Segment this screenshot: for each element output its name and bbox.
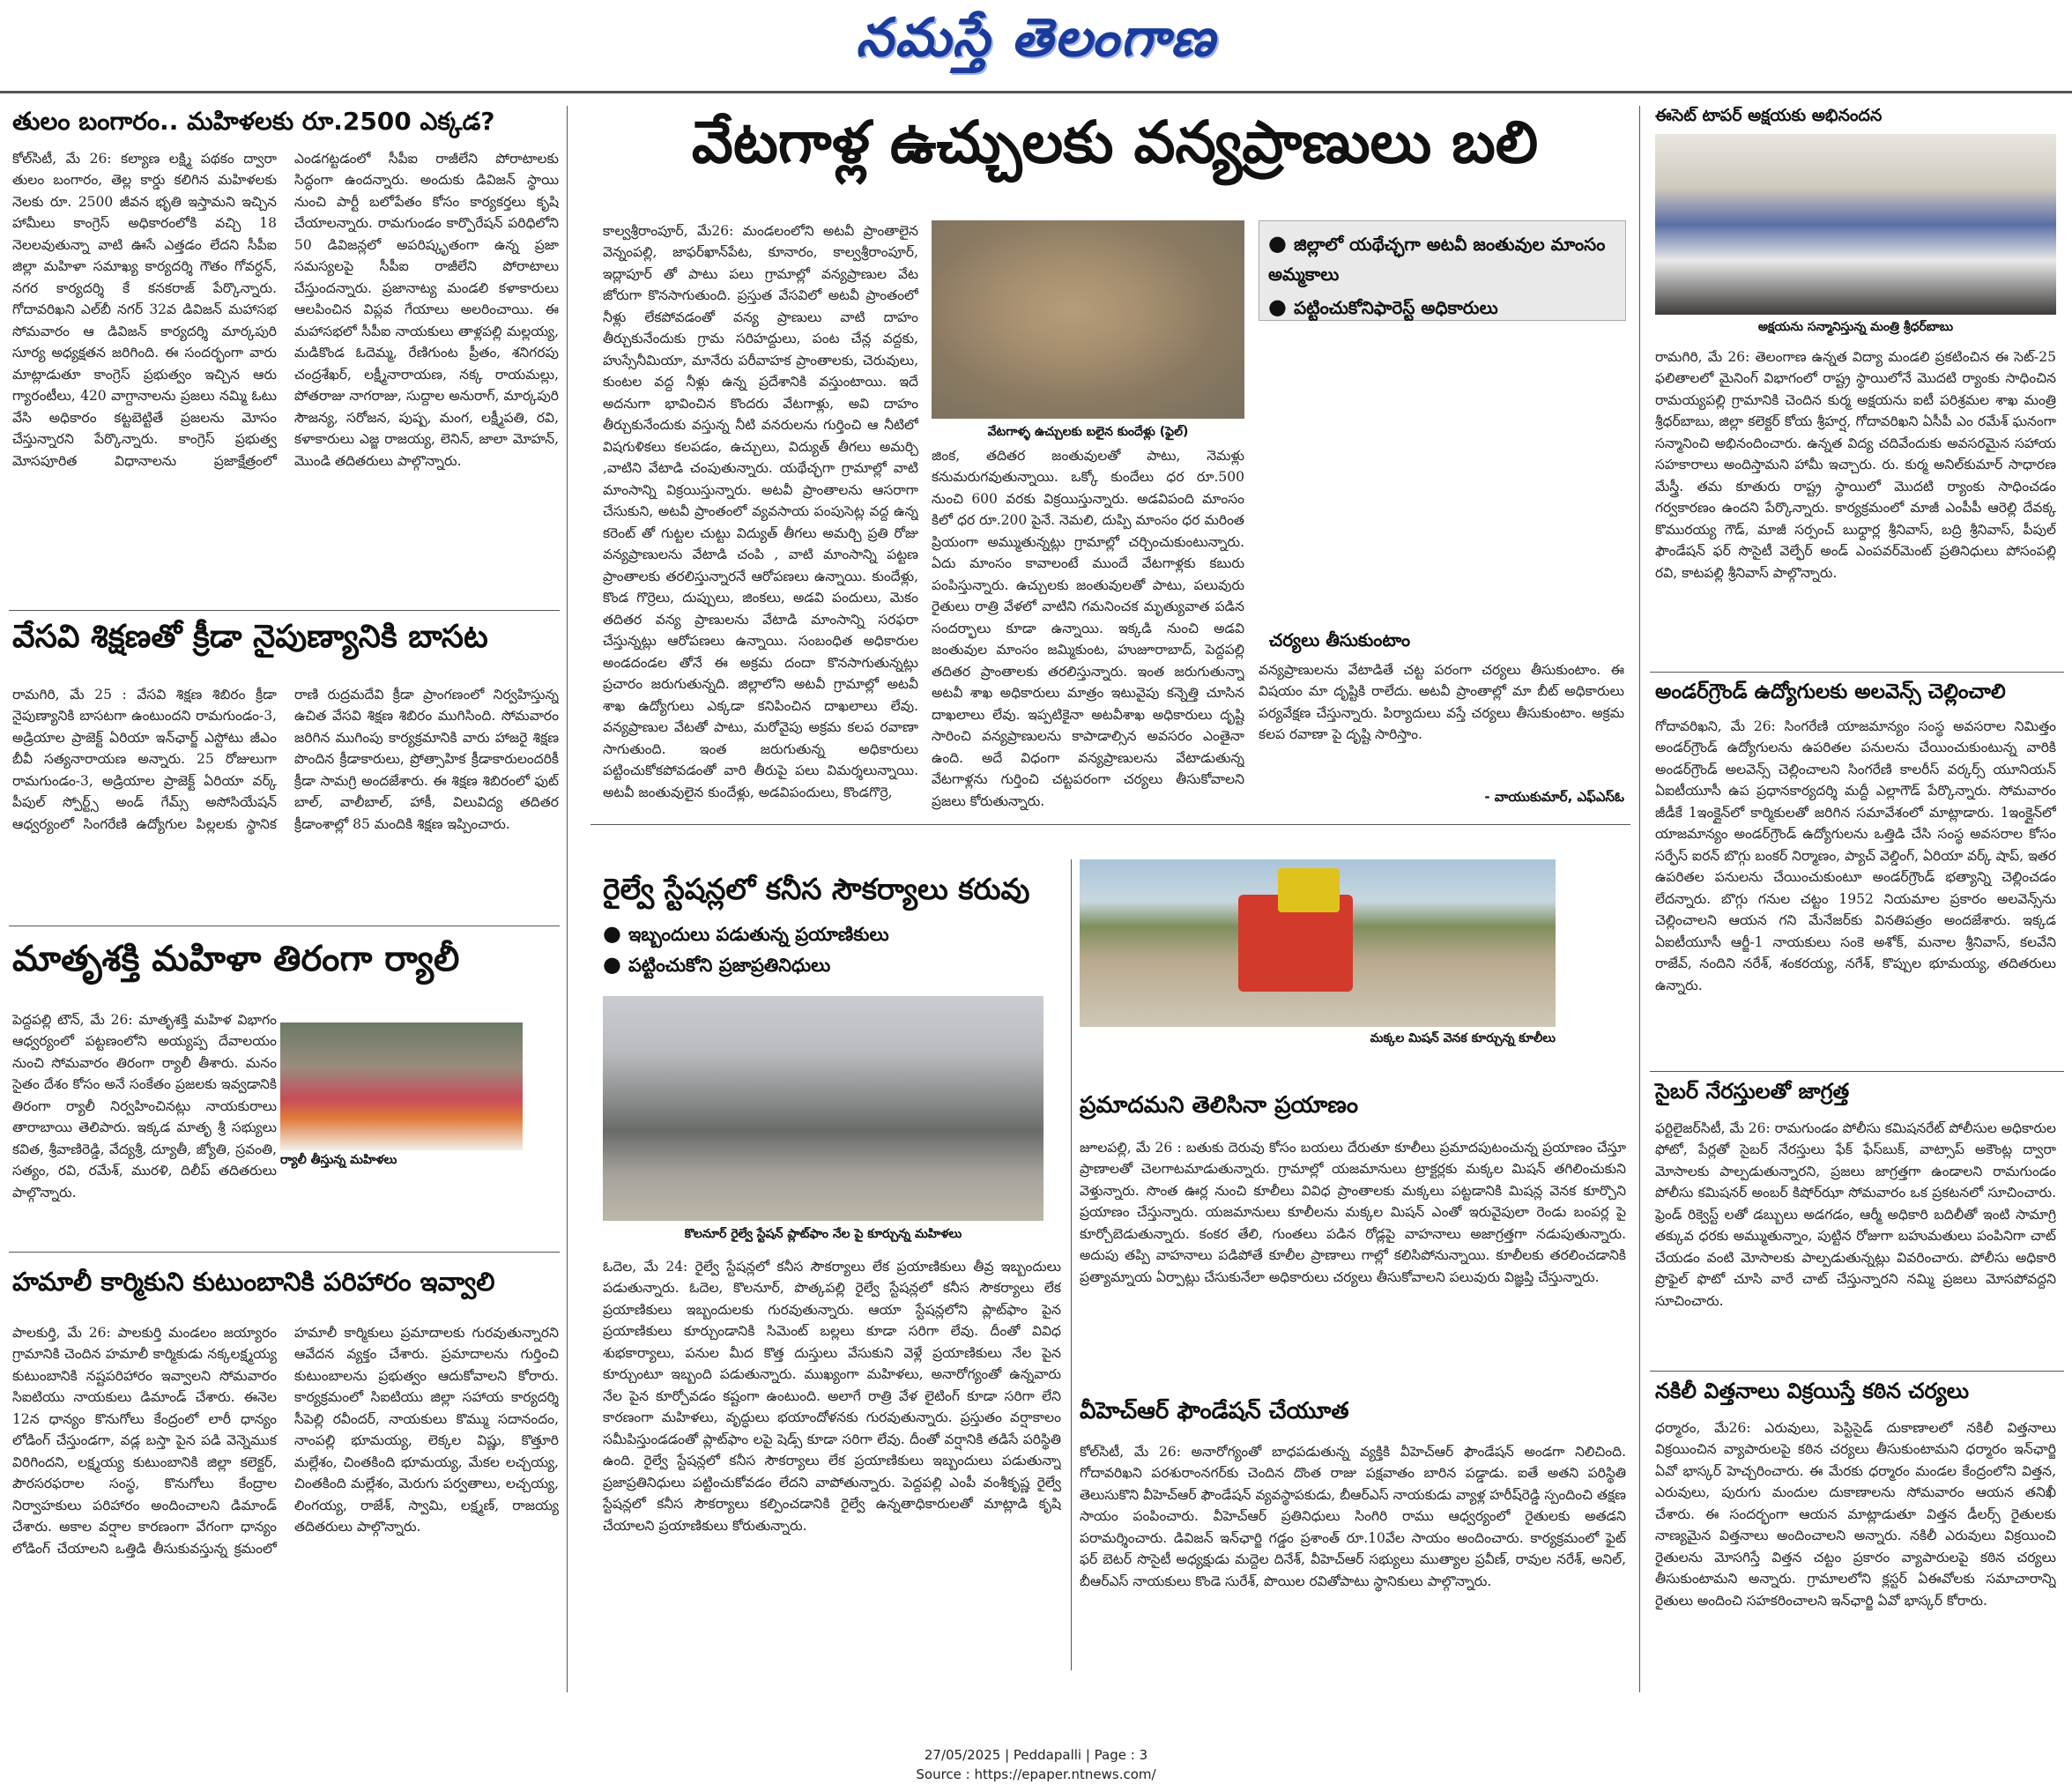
column-divider-left: [567, 106, 568, 1692]
article-journey: జూలపల్లి, మే 26 : బతుకు దెరువు కోసం బయలు దేరుతూ కూలీలు ప్రమాదపుటంచున్న ప్రయాణం చేస్తూ ప్రాణాలతో చెలగాటమాడుతున్నారు. గ్రామాల్లో యజమానులు ట్రాక్టర్లకు మక్కల మిషన్ తగిలించుకుని వెళ్తున్నారు. సొంత ఊర్ల నుంచి కూలీలు వివిధ ప్రాంతాలకు మక్కలు పట్టడానికి మిషన్ల వెనక కూర్చొని ప్రయాణం చేస్తున్నారు. యజమానులు కూలీలను మక్కల మిషన్ ఎంతో ఇరువైపులా రెండు బంపర్ల పై కూర్చోబెడుతున్నారు. కంకర తేలి, గుంతలు పడిన రోడ్లపై వాహనాలు అజాగ్రత్తగా నడుపుతున్నారు. అదుపు తప్పి వాహనాలు పడిపోతే కూలీల ప్రాణాలు గాల్లో కలిసిపోనున్నాయి. కూలీలకు తరలించడానికి ప్రత్యామ్నాయ ఏర్పాట్లు చేసుకునేలా అధికారులు చర్యలు తీసుకోవాలని పలువురు విజ్ఞప్తి చేస్తున్నారు.: [1080, 1140, 1626, 1285]
divider: [590, 824, 1630, 825]
headline-vhr-foundation: వీహెచ్‌ఆర్ ఫౌండేషన్ చేయూత: [1080, 1398, 1349, 1424]
footer-date-line: 27/05/2025 | Peddapalli | Page : 3: [924, 1747, 1148, 1763]
headline-cyber-crime: సైబర్ నేరస్తులతో జాగ్రత్త: [1655, 1079, 1850, 1104]
headline-underground-allowance: అండర్‌గ్రౌండ్ ఉద్యోగులకు అలవెన్స్ చెల్లించాలి: [1655, 680, 2006, 703]
article-cyber-crime: ఫర్టిలైజర్‌సిటీ, మే 26: రామగుండం పోలీసు కమిషనరేట్ పోలీసుల అధికారుల ఫోటో, పేర్లతో సైబర్ నేరస్తులు ఫేక్ ఫేస్‌బుక్, వాట్సాప్ అకౌంట్ల ద్వారా మోసాలకు పాల్పడుతున్నారని, ప్రజలు జాగ్రత్తగా ఉండాలని రామగుండం పోలీసు కమిషనర్ అంబర్ కిషోర్‌ఝా సోమవారం ఒక ప్రకటనలో సూచించారు. ఫ్రెండ్ రిక్వెస్ట్ లతో డబ్బులు అడగడం, ఆర్మీ అధికారి బదిలీతో ఇంటి సామాగ్రి తక్కువ ధరకు అమ్ముతున్నాం, పుట్టిన రోజుగా బహుమతులు పంపినిగా చాట్ చేయడం వంటి మోసాలకు పాల్పడుతున్నట్లు వివరించారు. పోలీసు అధికారి ప్రొఫైల్ ఫొటో చూసి వారే చాట్ చేస్తున్నారని నమ్మి ప్రజలు మోసపోవద్దని సూచించారు.: [1655, 1120, 2056, 1309]
article-gold-scheme: కోల్‌సిటీ, మే 26: కల్యాణ లక్ష్మి పథకం ద్వారా తులం బంగారం, తెల్ల కార్డు కలిగిన మహిళలకు నెలకు రూ. 2500 జీవన భృతి ఇస్తామని ఇచ్చిన హామీలు కాంగ్రెస్ అధికారంలోకి వచ్చి 18 నెలలవుతున్నా వాటి ఊసే ఎత్తడం లేదని సీపీఐ జిల్లా మహిళా సమాఖ్య కార్యదర్శి గౌతం గోవర్ధన్, నగర కార్యదర్శి కే కనకరాజ్ పేర్కొన్నారు. గోదావరిఖని ఎల్‌బీ నగర్ 32వ డివిజన్ మహాసభ సోమవారం ఆ డివిజన్ కార్యదర్శి మార్కపురి సూర్య అధ్యక్షతన జరిగింది. ఈ సందర్భంగా వారు మాట్లాడుతూ కాంగ్రెస్ ప్రభుత్వం ఇచ్చిన ఆరు గ్యారంటీలు, 420 వాగ్దానాలను ప్రజలు నమ్మి ఓటు వేసి అధికారం కట్టబెట్టితే ప్రజలను మోసం చేస్తున్నారని పేర్కొన్నారు. కాంగ్రెస్ ప్రభుత్వ మోసపూరిత విధానాలను ప్రజాక్షేత్రంలో ఎండగట్టడంలో సీపీఐ రాజీలేని పోరాటాలకు సిద్ధంగా ఉందన్నారు. అందుకు డివిజన్ స్థాయి నుంచి పార్టీ బలోపేతం కోసం కార్యకర్తలు కృషి చేయాలన్నారు. రామగుండం కార్పొరేషన్ పరిధిలోని 50 డివిజన్లలో అపరిష్కృతంగా ఉన్న ప్రజా సమస్యలపై సీపీఐ రాజీలేని పోరాటాలు చేస్తుందన్నారు. ప్రజానాట్య మండలి కళాకారులు ఆలపించిన విప్లవ గేయాలు అలరించాయి. ఈ మహాసభలో సీపీఐ నాయకులు తాళ్లపల్లి మల్లయ్య, మడికొండ ఓదెమ్మ, రేణిగుంట ప్రీతం, శనిగరపు చంద్రశేఖర్, లక్ష్మీనారాయణ, నక్క రాయమల్లు, పోతరాజు నాగరాజు, సుద్దాల అనురాగ్, మార్కపురి సౌజన్య, సరోజన, పుష్ప, మంగ, లక్ష్మీపతి, రవి, కళాకారులు ఎజ్జ రాజయ్య, లెనిన్, జాలా మోహన్, మొండి తదితరులు పాల్గొన్నారు.: [12, 151, 559, 469]
maize-machine-photo: [1080, 859, 1556, 1027]
divider: [9, 1252, 560, 1253]
rally-photo: [280, 1022, 523, 1150]
headline-journey: ప్రమాదమని తెలిసినా ప్రయాణం: [1080, 1092, 1359, 1119]
rally-photo-caption: ర్యాలీ తీస్తున్న మహిళలు: [280, 1153, 397, 1167]
railway-station-photo: [603, 996, 1043, 1221]
headline-tiranga-rally: మాతృశక్తి మహిళా తిరంగా ర్యాలీ: [12, 939, 460, 979]
column-divider-center: [1071, 859, 1072, 1670]
lead-byline: - వాయుకుమార్, ఎఫ్‌ఎస్‌ఓ: [1484, 789, 1624, 805]
machine-shape: [1278, 868, 1340, 912]
lead-bullet-box: [1259, 220, 1626, 321]
article-hamali-compensation: పాలకుర్తి, మే 26: పాలకుర్తి మండలం జయ్యారం గ్రామానికి చెందిన హమాలీ కార్మికుడు నక్కలక్ష్మయ్య కుటుంబానికి నష్టపరిహారం ఇవ్వాలని సోమవారం సిఐటియు నాయకులు డిమాండ్ చేశారు. ఈనెల 12న ధాన్యం కొనుగోలు కేంద్రంలో లారీ ధాన్యం లోడింగ్ చేస్తుండగా, వడ్ల బస్తా పైన పడి వెన్నెముక విరిగిందని, లక్ష్మయ్య కుటుంబానికి జిల్లా కలెక్టర్, పౌరసరఫరాల సంస్థ, కొనుగోలు కేంద్రాల నిర్వాహకులు పరిహారం అందించాలని డిమాండ్ చేశారు. అకాల వర్షాల కారణంగా వేగంగా ధాన్యం లోడింగ్ చేయాలని ఒత్తిడి తీసుకువస్తున్న క్రమంలో హమాలీ కార్మికులు ప్రమాదాలకు గురవుతున్నారని ఆవేదన వ్యక్తం చేశారు. ప్రమాదాలను గుర్తించి కుటుంబాలను ప్రభుత్వం ఆదుకోవాలని కోరారు. కార్యక్రమంలో సిఐటియు జిల్లా సహాయ కార్యదర్శి సీపెల్లి రవీందర్, నాయకులు కొమ్ము సదానందం, నాంపల్లి భూమయ్య, లెక్కల విష్ణు, కొత్తూరి మల్లేశం, చింతకింది భూమయ్య, మేకల లచ్చయ్య, చింతకింది మల్లేశం, మెరుగు పర్వతాలు, లచ్చయ్య, లింగయ్య, రాజేశ్, స్వామి, లక్ష్మణ్, రాజయ్య తదితరులు పాల్గొన్నారు.: [12, 1325, 559, 1557]
lead-article-col1: కాల్వశ్రీరాంపూర్, మే26: మండలంలోని అటవీ ప్రాంతాలైన వెన్నంపల్లి, జాఫర్‌ఖాన్‌పేట, కూనారం, కాల్వశ్రీరాంపూర్, ఇద్లాపూర్ తో పాటు పలు గ్రామాల్లో వన్యప్రాణుల వేట జోరుగా కొనసాగుతుంది. ప్రస్తుత వేసవిలో అటవీ ప్రాంతంలో నీళ్లు లేకపోవడంతో వన్య ప్రాణులు వాటి దాహం తీర్చుకునేందుకు గ్రామ సరిహద్దులు, పంట చేన్ల వద్దకు, హుస్సేనీమియా, మానేరు పరీవాహక ప్రాంతాలకు, చెరువులు, కుంటల వద్ద నీళ్లు ఉన్న ప్రదేశానికి వస్తుంటాయి. ఇదే అదనుగా భావించిన కొందరు వేటగాళ్లు, అవి దాహం తీర్చుకునేందుకు వస్తున్న నీటి వనరులను గుర్తించి ఆ నీటిలో విషగుళికలు కలపడం, ఉచ్చులు, విద్యుత్ తీగలు అమర్చి ,వాటిని వేటాడి చంపుతున్నారు. యథేచ్ఛగా గ్రామాల్లో వాటి మాంసాన్ని విక్రయిస్తున్నారు. అటవీ ప్రాంతాలను ఆసరాగా చేసుకుని, అటవీ ప్రాంతంలో వ్యవసాయ పంపుసెట్ల వద్ద ఉన్న కరెంట్ తో గుట్టల చుట్టు విద్యుత్ తీగలు అమర్చి ప్రతి రోజు వన్యప్రాణులను వేటాడి చంపి , వాటి మాంసాన్ని పట్టణ ప్రాంతాలకు తరలిస్తున్నారనే ఆరోపణలు ఉన్నాయి. కుందేళ్లు, కొండ గొర్రెలు, దుప్పులు, జింకలు, అడవి పందులు, మెకం తదితర వన్య ప్రాణులను వేటాడి మాంసాన్ని సరఫరా చేస్తున్నట్లు ఆరోపణలు ఉన్నాయి. సంబంధిత అధికారుల అండదండల తోనే ఈ అక్రమ దందా కొనసాగుతున్నట్లు ప్రచారం జరుగుతున్నది. జిల్లాలోని అటవీ గ్రామాల్లో అటవీ శాఖ ఉద్యోగులు ఎక్కడా కనిపించిన దాఖలాలు లేవు. వన్యప్రాణుల వేటతో పాటు, మరోవైపు అక్రమ కలప రవాణా సాగుతుంది. ఇంత జరుగుతున్న అధికారులు పట్టించుకోకపోవడంతో వారి తీరుపై పలు విమర్శలున్నాయి. అటవీ జంతువులైన కుందేళ్లు, అడవిపందులు, కొండగొర్రె,: [603, 223, 918, 800]
rabbits-photo-caption: వేటగాళ్ళ ఉచ్చులకు బలైన కుందేళ్లు (ఫైల్): [987, 425, 1189, 439]
maize-photo-caption: మక్కల మిషన్ వెనక కూర్చున్న కూలీలు: [1370, 1031, 1556, 1045]
railway-bullet-1: ● ఇబ్బందులు పడుతున్న ప్రయాణికులు: [603, 921, 889, 946]
footer-source-line: Source : https://epaper.ntnews.com/: [916, 1766, 1156, 1782]
lead-bullet-2: ● పట్టించుకోనిఫారెస్ట్ అధికారులు: [1268, 294, 1498, 320]
headline-fake-seeds: నకిలీ విత్తనాలు విక్రయిస్తే కఠిన చర్యలు: [1655, 1379, 1970, 1403]
article-summer-training: రామగిరి, మే 25 : వేసవి శిక్షణ శిబిరం క్రీడా నైపుణ్యానికి బాసటగా ఉంటుందని రామగుండం-3, అడ్రియాల ప్రాజెక్ట్ ఏరియా ఇన్‌ఛార్జ్ ఎస్టోటు జీఎం బీవీ సత్యనారాయణ అన్నారు. 25 రోజులుగా రామగుండం-3, అడ్రియాల ప్రాజెక్ట్ ఏరియా వర్క్ పీపుల్ స్పోర్ట్స్ అండ్ గేమ్స్ అసోసియేషన్ ఆధ్వర్యంలో సింగరేణి ఉద్యోగుల పిల్లలకు స్థానిక రాణి రుద్రమదేవి క్రీడా ప్రాంగణంలో నిర్వహిస్తున్న ఉచిత వేసవి శిక్షణ శిబిరం ముగిసింది. సోమవారం జరిగిన ముగింపు కార్యక్రమానికి వారు హాజరై శిక్షణ పొందిన క్రీడాకారులు, ప్రోత్సాహిక క్రీడాకారులందరికీ క్రీడా సామగ్రి అందజేశారు. ఈ శిక్షణ శిబిరంలో ఫుట్ బాల్, వాలీబాల్, హాకీ, విలువిద్య తదితర క్రీడాంశాల్లో 85 మందికి శిక్షణ ఇప్పించారు.: [12, 687, 559, 832]
lead-subhead: చర్యలు తీసుకుంటాం: [1269, 629, 1411, 651]
divider: [9, 610, 560, 611]
article-railway: ఓదెల, మే 24: రైల్వే స్టేషన్లలో కనీస సౌకర్యాలు లేక ప్రయాణికులు తీవ్ర ఇబ్బందులు పడుతున్నారు. ఓదెల, కొలనూర్, పొత్కపల్లి రైల్వే స్టేషన్లలో కనీస సౌకర్యాలు లేక ప్రయాణికులు ఇబ్బందులకు గురవుతున్నారు. ఆయా స్టేషన్లలోని ప్లాట్‌ఫాం పైన ప్రయాణికులు కూర్చుండానికి సిమెంట్ బల్లలు కూడా సరిగా లేవు. దీంతో వివిధ శుభకార్యాలు, పనుల మీద కొత్త దుస్తులు వేసుకుని వెళ్లే ప్రయాణికులు నేల పైన కూర్చుంటూ ఇబ్బంది పడుతున్నారు. ముఖ్యంగా మహిళలు, అనారోగ్యంతో ఉన్నవారు నేల పైన కూర్చోవడం కష్టంగా ఉంటుంది. అలాగే రాత్రి వేళ లైటింగ్ కూడా సరిగా లేని కారణంగా మహిళలు, వృద్ధులు భయాందోళనకు గురవుతున్నారు. ప్రస్తుతం వర్షాకాలం సమీపిస్తుండడంతో ప్లాట్‌ఫాం లపై షెడ్స్ కూడా సరిగా లేవు. దీంతో వర్షానికి తడిసే పరిస్థితి ఉంది. రైల్వే స్టేషన్లలో కనీస సౌకర్యాలు లేక ప్రయాణికులు ఇబ్బందులు పడుతున్నా ప్రజాప్రతినిధులు పట్టించుకోవడం లేదని వాపోతున్నారు. పెద్దపల్లి ఎంపీ వంశీకృష్ణ రైల్వే స్టేషన్లలో కనీస సౌకర్యాలు కల్పించడానికి రైల్వే ఉన్నతాధికారులతో మాట్లాడి కృషి చేయాలని ప్రయాణికులు కోరుతున్నారు.: [603, 1259, 1061, 1534]
column-divider-right: [1639, 106, 1640, 1692]
lead-quote: వన్యప్రాణులను వేటాడితే చట్ట పరంగా చర్యలు తీసుకుంటాం. ఈ విషయం మా దృష్టికి రాలేదు. అటవీ ప్రాంతాల్లో మా బీట్ అధికారులు పర్యవేక్షణ చేస్తున్నారు. పిర్యాదులు వస్తే చర్యలు తీసుకుంటాం. అక్రమ కలప రవాణా పై దృష్టి సారిస్తాం.: [1259, 662, 1624, 743]
rabbits-photo: [932, 220, 1244, 419]
masthead-rule: [0, 91, 2072, 93]
article-underground-allowance: గోదావరిఖని, మే 26: సింగరేణి యాజమాన్యం సంస్థ అవసరాల నిమిత్తం అండర్‌గ్రౌండ్ ఉద్యోగులను ఉపరితల పనులను చేయించుకుంటున్న వారికి అండర్‌గ్రౌండ్ అలవెన్స్ చెల్లించాలని సింగరేణి కాలరీస్ వర్కర్స్ యూనియన్ ఏఐటీయూసీ ఉప ప్రధానకార్యదర్శి మద్దీ ఎల్లాగౌడ్ పేర్కొన్నారు. సోమవారం జీడీకే 1ఇంక్లైన్‌లో కార్మికులతో జరిగిన సమావేశంలో మాట్లాడారు. 1ఇంక్లైన్‌లో యాజమాన్యం అండర్‌గ్రౌండ్ ఉద్యోగులను ఒత్తిడి చేసి సంస్థ అవసరాల కోసం సర్ఫేస్ ఐరన్ బొగ్గు బంకర్ నిర్మాణం, ప్యాచ్ వెల్డింగ్, ఏరియా వర్క్ షాప్, ఇతర ఉపరితల పనులను చేయించుకుంటూ అండర్‌గ్రౌండ్ భత్యాన్ని చెల్లించడం లేదన్నారు. బొగ్గు గనుల చట్టం 1952 నియమాల ప్రకారం అలవెన్స్‌ను చెల్లించాలని ఆయన గని మేనేజర్‌కు వినతిపత్రం అందజేశారు. ఇక్కడ ఏఐటీయూసీ ఆర్జీ-1 నాయకులు సంకె అశోక్, మనాల శ్రీనివాస్, కలవేని రాజేవ్, నందిని నరేశ్, శంకరయ్య, నగేశ్, కొప్పుల భూమయ్య, తదితరులు ఉన్నారు.: [1655, 718, 2056, 993]
article-vhr-foundation: కోల్‌సిటీ, మే 26: అనారోగ్యంతో బాధపడుతున్న వ్యక్తికి వీహెచ్‌ఆర్ ఫౌండేషన్ అండగా నిలిచింది. గోదావరిఖని పరశురాంనగర్‌కు చెందిన దొంత రాజు పక్షవాతం బారిన పడ్డాడు. ఐతే అతని పరిస్థితి తెలుసుకొని వీహెచ్‌ఆర్ ఫౌండేషన్ వ్యవస్థాపకుడు, బీఆర్‌ఎస్ నాయకుడు వ్యాళ్ల హరీష్‌రెడ్డి స్పందించి తక్షణ సాయం పంపించారు. వీహెచ్‌ఆర్ ప్రతినిధులు సింగిరి రాము ఆధ్వర్యంలో రైతులకు అతడని పరామర్శించారు. డివిజన్ ఇన్‌ఛార్జి గడ్డం ప్రశాంత్ రూ.10వేల సాయం అందించారు. కార్యక్రమంలో ఫైట్ ఫర్ బెటర్ సొసైటీ అధ్యక్షుడు మద్దెల దినేశ్, వీహెచ్‌ఆర్ సభ్యులు ముత్యాల ప్రవీణ్, రావుల నరేశ్, అనిల్, బీఆర్‌ఎస్ నాయకులు కొండె సురేశ్, పొయిల రవితోపాటు స్థానికులు పాల్గొన్నారు.: [1080, 1444, 1626, 1589]
newspaper-logo: నమస్తే తెలంగాణ: [855, 7, 1217, 69]
lead-article-col3: [1259, 328, 1624, 619]
headline-ecet-topper: ఈసెట్ టాపర్ అక్షయకు అభినందన: [1655, 106, 1883, 125]
divider: [1650, 1071, 2064, 1072]
article-tiranga-rally: పెద్దపల్లి టౌన్, మే 26: మాతృశక్తి మహిళ విభాగం ఆధ్వర్యంలో పట్టణంలోని అయ్యప్ప దేవాలయం నుంచి సోమవారం తిరంగా ర్యాలీ తీశారు. మనం సైతం దేశం కోసం అనే సంకేతం ప్రజలకు ఇవ్వడానికి తిరంగా ర్యాలీ నిర్వహించినట్లు నాయకురాలు తారాబాయి తెలిపారు. ఇక్కడ మాతృ శ్రీ సభ్యులు కవిత, శ్రీవాణిరెడ్డి, వేద్యశ్రీ, ద్యూతీ, జ్యోతి, స్రవంతి, సత్యం, రవి, రమేశ్, మురళి, దిలీప్ తదితరులు పాల్గొన్నారు.: [12, 1012, 277, 1201]
railway-bullet-2: ● పట్టించుకోని ప్రజాప్రతినిధులు: [603, 952, 831, 977]
article-fake-seeds: ధర్మారం, మే26: ఎరువులు, పెస్టిసైడ్ దుకాణాలలో నకిలీ విత్తనాలు విక్రయించిన వ్యాపారులపై కఠిన చర్యలు తీసుకుంటామని ధర్మారం ఇన్‌ఛార్జి ఏవో భాస్కర్ హెచ్చరించారు. ఈ మేరకు ధర్మారం మండల కేంద్రంలోని విత్తన, ఎరువులు, పురుగు మందుల దుకాణాలను సోమవారం ఆయన తనిఖీ చేశారు. ఈ సందర్భంగా ఆయన మాట్లాడుతూ విత్తన డీలర్స్ రైతులకు నాణ్యమైన విత్తనాలు అందించాలని అన్నారు. నకిలీ ఎరువులు విక్రయించి రైతులను మోసగిస్తే విత్తన చట్టం ప్రకారం వ్యాపారులపై కఠిన చర్యలు తీసుకుంటామని అన్నారు. గ్రామాలలోని క్లస్టర్ ఏఈవోలకు సమాచారాన్ని రైతులు అందించి సహకరించాలని ఇన్‌ఛార్జి ఏవో భాస్కర్ కోరారు.: [1655, 1420, 2056, 1609]
minister-photo-caption: అక్షయను సన్మానిస్తున్న మంత్రి శ్రీధర్‌బాబు: [1757, 320, 1954, 334]
railway-photo-caption: కొలనూర్ రైల్వే స్టేషన్ ప్లాట్‌ఫాం నేల పై కూర్చున్న మహిళలు: [684, 1227, 962, 1241]
lead-article-col2: జింక, తదితర జంతువులతో పాటు, నెమళ్లు కనుమరుగవుతున్నాయి. ఒక్కో కుందేలు ధర రూ.500 నుంచి 600 వరకు విక్రయిస్తున్నారు. అడవిపంది మాంసం కిలో ధర రూ.200 పైనే. నెమలి, దుప్పి మాంసం ధర మరింత ప్రియంగా అమ్ముతున్నట్లు గ్రామాల్లో చర్చించుకుంటున్నారు. ఏదు మాంసం కావాలంటే ముందే వేటగాళ్లకు కబురు పంపిస్తున్నారు. ఉచ్చులకు జంతువులతో పాటు, పలువురు రైతులు రాత్రి వేళలో వాటిని గమనించక మృత్యువాత పడిన సందర్భాలు కూడా ఉన్నాయి. ఇక్కడి నుంచి అడవి జంతువుల మాంసం జమ్మికుంట, హుజూరాబాద్, పెద్దపల్లి తదితర ప్రాంతాలకు తరలిస్తున్నారు. ఇంత జరుగుతున్నా అటవీ శాఖ అధికారులు మాత్రం ఇటువైపు కన్నెత్తి చూసిన దాఖలాలు లేవు. ఇప్పటికైనా అటవీశాఖ అధికారులు దృష్టి సారించి వన్యప్రాణులను కాపాడాల్సిన అవసరం ఎంతైనా ఉంది. అదే విధంగా వన్యప్రాణులను వేటాడుతున్న వేటగాళ్లను గుర్తించి చట్టపరంగా చర్యలు తీసుకోవాలని ప్రజలు కోరుతున్నారు.: [932, 448, 1244, 809]
minister-felicitation-photo: [1655, 134, 2056, 315]
divider: [1650, 1371, 2064, 1372]
headline-railway: రైల్వే స్టేషన్లలో కనీస సౌకర్యాలు కరువు: [603, 872, 1030, 906]
headline-summer-training: వేసవి శిక్షణతో క్రీడా నైపుణ్యానికి బాసట: [12, 619, 488, 655]
headline-hamali-compensation: హమాలీ కార్మికుని కుటుంబానికి పరిహారం ఇవ్వాలి: [12, 1267, 495, 1297]
lead-bullet-1: ● జిల్లాలో యథేచ్ఛగా అటవీ జంతువుల మాంసం అమ్మకాలు: [1268, 231, 1606, 286]
lead-headline: వేటగాళ్ల ఉచ్చులకు వన్యప్రాణులు బలి: [691, 108, 1539, 176]
divider: [1650, 672, 2064, 673]
headline-gold-scheme: తులం బంగారం.. మహిళలకు రూ.2500 ఎక్కడ?: [12, 107, 495, 136]
masthead: [0, 0, 2072, 88]
article-ecet-topper: రామగిరి, మే 26: తెలంగాణ ఉన్నత విద్యా మండలి ప్రకటించిన ఈ సెట్-25 ఫలితాలలో మైనింగ్ విభాగంలో రాష్ట్ర స్థాయిలోనే మొదటి ర్యాంకు సాధించిన రామయ్యపల్లి గ్రామానికి చెందిన కుర్మ అక్షయను ఐటీ పరిశ్రమల శాఖ మంత్రి శ్రీధర్‌బాబు, జిల్లా కలెక్టర్ కోయ శ్రీహర్ష, గోదావరిఖని ఏసీపీ ఎం రమేశ్ ఘనంగా సన్మానించి అభినందించారు. ఉన్నత విద్య చదివేందుకు అవసరమైన సహాయ సహకారాలు అందిస్తామని హామీ ఇచ్చారు. రు. కుర్మ అనిల్‌కుమార్ సాధారణ మేస్త్రీ. తమ కూతురు రాష్ట్ర స్థాయిలో మొదటి ర్యాంకు సాధించడం గర్వకారణం ఉందని పేర్కొన్నారు. కార్యక్రమంలో మాజీ ఎంపీపీ ఆరెల్లి దేవక్క కొమురయ్య గౌడ్, మాజీ సర్పంచ్ బుధ్దార్ల శ్రీనివాస్, బద్రి శ్రీనివాస్, పీపుల్ ఫౌండేషన్ ఫర్ సొసైటీ వెల్ఫేర్ అండ్ ఎంపవర్‌మెంట్ ప్రతినిధులు పోసంపల్లి రవి, కాటపల్లి శ్రీనివాస్ పాల్గొన్నారు.: [1655, 349, 2056, 581]
